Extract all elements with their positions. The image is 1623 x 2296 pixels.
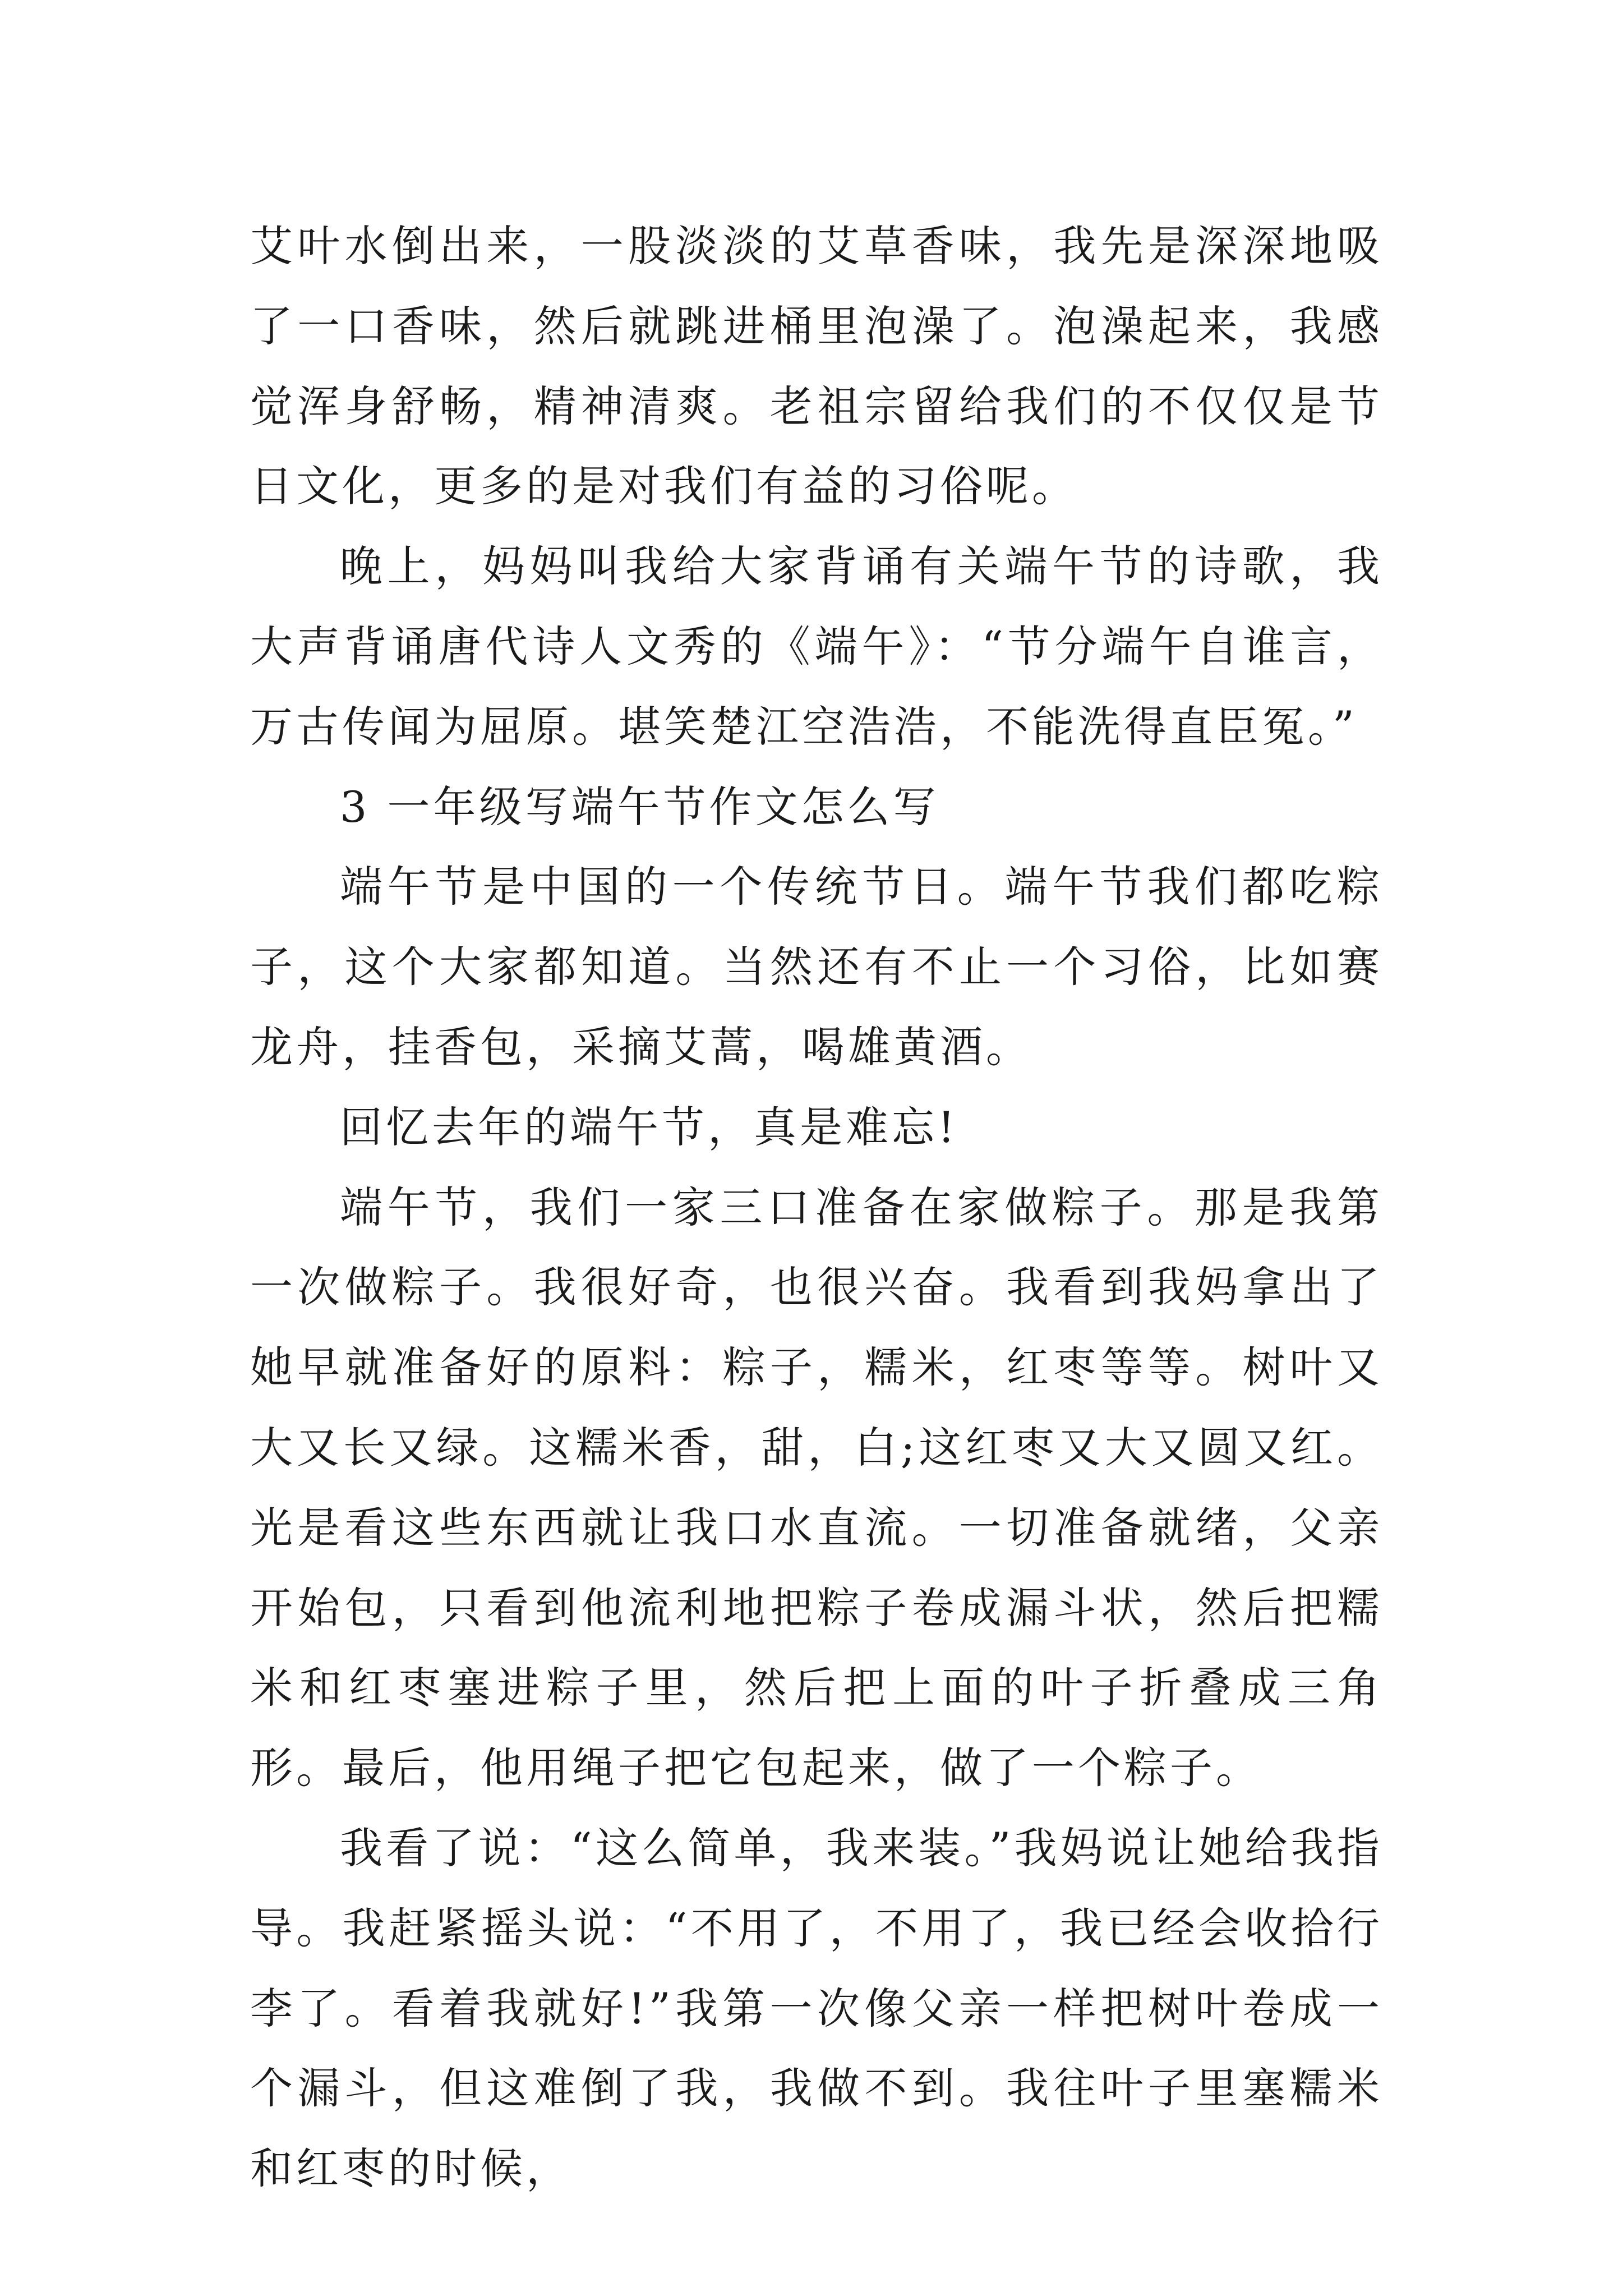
paragraph-continuation: 艾叶水倒出来，一股淡淡的艾草香味，我先是深深地吸了一口香味，然后就跳进桶里泡澡了。泡澡起来，我感觉浑身舒畅，精神清爽。老祖宗留给我们的不仅仅是节日文化，更多的是对我们有益的习俗呢。: [250, 221, 1383, 512]
paragraph-first-try: 我看了说：“这么简单，我来装。”我妈说让她给我指导。我赶紧摇头说：“不用了，不用了，我已经会收拾行李了。看着我就好!”我第一次像父亲一样把树叶卷成一个漏斗，但这难倒了我，我做不到。我往叶子里塞糯米和红枣的时候，: [250, 1823, 1383, 2194]
paragraph-making-zongzi: 端午节，我们一家三口准备在家做粽子。那是我第一次做粽子。我很好奇，也很兴奋。我看到我妈拿出了她早就准备好的原料：粽子，糯米，红枣等等。树叶又大又长又绿。这糯米香，甜，白;这红枣又大又圆又红。光是看这些东西就让我口水直流。一切准备就绪，父亲开始包，只看到他流利地把粽子卷成漏斗状，然后把糯米和红枣塞进粽子里，然后把上面的叶子折叠成三角形。最后，他用绳子把它包起来，做了一个粽子。: [250, 1182, 1383, 1793]
essay-body: [250, 206, 1383, 2209]
section-heading: 3 一年级写端午节作文怎么写: [340, 781, 939, 832]
paragraph-memory: 回忆去年的端午节，真是难忘!: [340, 1102, 958, 1152]
paragraph-poem-recital: 晚上，妈妈叫我给大家背诵有关端午节的诗歌，我大声背诵唐代诗人文秀的《端午》：“节分端午自谁言，万古传闻为屈原。堪笑楚江空浩浩，不能洗得直臣冤。”: [250, 541, 1383, 752]
paragraph-festival-intro: 端午节是中国的一个传统节日。端午节我们都吃粽子，这个大家都知道。当然还有不止一个习俗，比如赛龙舟，挂香包，采摘艾蒿，喝雄黄酒。: [250, 862, 1383, 1072]
